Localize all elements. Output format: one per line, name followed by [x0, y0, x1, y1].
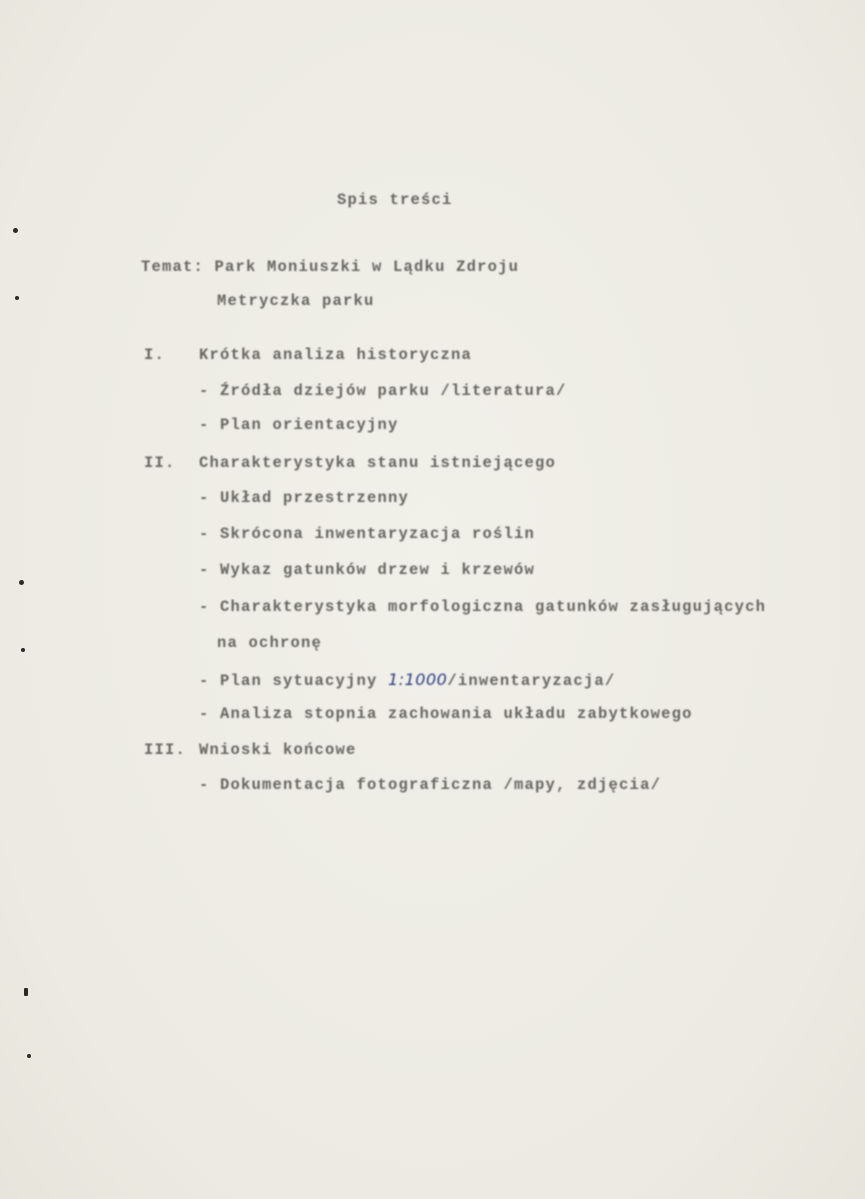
document-title: Spis treści	[337, 191, 453, 209]
list-item: - Charakterystyka morfologiczna gatunków zasługujących	[199, 598, 767, 616]
list-item: - Źródła dziejów parku /literatura/	[199, 382, 567, 400]
section-heading: Krótka analiza historyczna	[199, 346, 473, 364]
list-item: - Dokumentacja fotograficzna /mapy, zdjęcia/	[199, 776, 662, 794]
handwritten-scale: 1:1000	[388, 670, 448, 689]
list-item: - Plan orientacyjny	[199, 416, 399, 434]
list-item: - Skrócona inwentaryzacja roślin	[199, 525, 536, 543]
section-numeral: I.	[144, 346, 166, 364]
list-item-continuation: na ochronę	[217, 634, 323, 652]
topic-line	[141, 258, 519, 276]
section-numeral: III.	[144, 741, 187, 759]
list-item	[199, 670, 615, 690]
list-item-suffix: /inwentaryzacja/	[447, 672, 616, 690]
topic-text: Park Moniuszki w Lądku Zdroju	[214, 258, 520, 276]
list-item: - Układ przestrzenny	[199, 489, 410, 507]
section-heading: Wnioski końcowe	[199, 741, 357, 759]
section-numeral: II.	[144, 454, 176, 472]
section-heading: Charakterystyka stanu istniejącego	[199, 454, 557, 472]
margin-dot	[27, 1054, 31, 1058]
subtitle: Metryczka parku	[217, 292, 375, 310]
list-item: - Wykaz gatunków drzew i krzewów	[199, 561, 536, 579]
margin-dot	[13, 228, 18, 233]
topic-label: Temat:	[141, 258, 205, 276]
margin-dot	[15, 296, 19, 300]
list-item: - Analiza stopnia zachowania układu zabytkowego	[199, 705, 693, 723]
margin-dot	[21, 648, 25, 652]
margin-dot	[24, 988, 28, 996]
list-item-text: - Plan sytuacyjny	[199, 672, 389, 690]
margin-dot	[19, 580, 24, 585]
